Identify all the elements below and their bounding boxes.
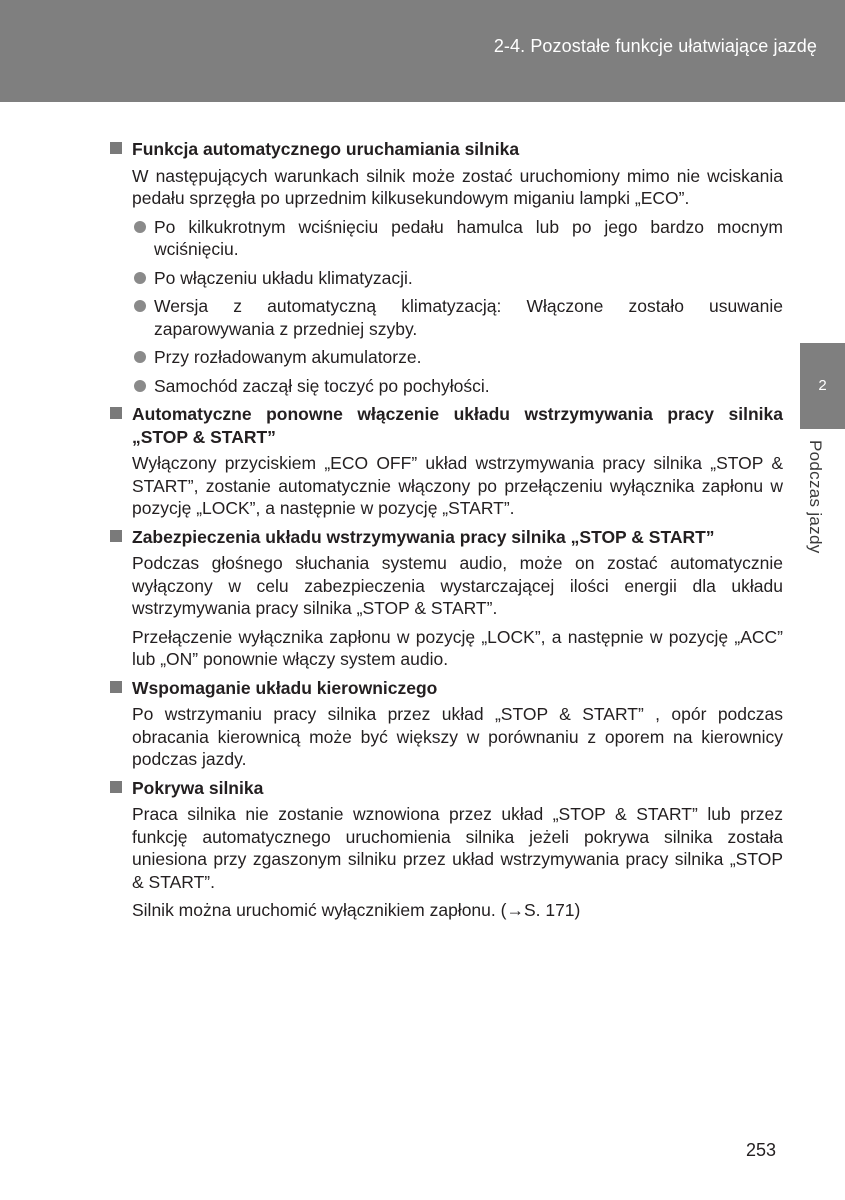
section-protection — [110, 526, 783, 671]
section-auto-start — [110, 138, 783, 397]
section-heading-text: Automatyczne ponowne włączenie układu wstrzymywania pracy silnika „STOP & START” — [132, 404, 783, 447]
square-bullet-icon — [110, 407, 122, 419]
list-item-text: Po kilkukrotnym wciśnięciu pedału hamulca lub po jego bardzo mocnym wciśnięciu. — [154, 216, 783, 259]
round-bullet-icon — [134, 300, 146, 312]
paragraph: Wyłączony przyciskiem „ECO OFF” układ wstrzymywania pracy silnika „STOP & START”, zostanie automatycznie włączony po przełączeniu wyłącznika zapłonu w pozycję „LOCK”, a następnie w pozycję „START”. — [132, 453, 783, 518]
list-item — [132, 267, 783, 290]
list-item — [132, 216, 783, 261]
paragraph: Podczas głośnego słuchania systemu audio, może on zostać automatycznie wyłączony w celu zabezpieczenia wystarczającej ilości energii dla układu wstrzymywania pracy silnika „STOP & START”. — [132, 553, 783, 618]
list-item-text: Po włączeniu układu klimatyzacji. — [154, 267, 413, 288]
round-bullet-icon — [134, 272, 146, 284]
section-heading-text: Pokrywa silnika — [132, 777, 264, 798]
chapter-number: 2 — [818, 377, 827, 394]
paragraph: Po wstrzymaniu pracy silnika przez układ „STOP & START” , opór podczas obracania kierownicą może być większy w porównaniu z oporem na kierownicy podczas jazdy. — [132, 704, 783, 769]
square-bullet-icon — [110, 681, 122, 693]
list-item-text: Samochód zaczął się toczyć po pochyłości. — [154, 375, 490, 396]
section-heading-text: Funkcja automatycznego uruchamiania silnika — [132, 139, 520, 159]
square-bullet-icon — [110, 781, 122, 793]
paragraph: Silnik można uruchomić wyłącznikiem zapłonu. (→S. 171) — [132, 900, 581, 920]
page-header — [0, 0, 845, 102]
square-bullet-icon — [110, 142, 122, 154]
section-heading — [110, 138, 783, 161]
list-item-text: Wersja z automatyczną klimatyzacją: Włączone zostało usuwanie zaparowywania z przedniej szyby. — [154, 296, 783, 339]
section-heading — [110, 526, 783, 549]
list-item — [132, 346, 783, 369]
section-heading — [110, 677, 783, 700]
paragraph: Przełączenie wyłącznika zapłonu w pozycję „LOCK”, a następnie w pozycję „ACC” lub „ON” ponownie włączy system audio. — [132, 626, 783, 669]
page-content — [110, 138, 783, 928]
paragraph: Praca silnika nie zostanie wznowiona przez układ „STOP & START” lub przez funkcję automatycznego uruchomienia silnika jeżeli pokrywa silnika została uniesiona przy zgaszonym silniku przez układ wstrzymywania pracy silnika „STOP & START”. — [132, 804, 783, 892]
round-bullet-icon — [134, 351, 146, 363]
section-heading-text: Wspomaganie układu kierowniczego — [132, 677, 438, 698]
list-item-text: Przy rozładowanym akumulatorze. — [154, 347, 422, 367]
section-hood — [110, 777, 783, 922]
chapter-tab-label: Podczas jazdy — [806, 440, 825, 554]
round-bullet-icon — [134, 380, 146, 392]
chapter-title: 2-4. Pozostałe funkcje ułatwiające jazdę — [493, 36, 817, 56]
page-number: 253 — [746, 1140, 777, 1160]
section-heading — [110, 777, 783, 800]
section-auto-reenable — [110, 403, 783, 520]
round-bullet-icon — [134, 221, 146, 233]
list-item — [132, 375, 783, 398]
list-item — [132, 295, 783, 340]
chapter-tab — [800, 343, 845, 429]
section-heading — [110, 403, 783, 448]
section-heading-text: Zabezpieczenia układu wstrzymywania pracy silnika „STOP & START” — [132, 526, 715, 547]
paragraph: W następujących warunkach silnik może zostać uruchomiony mimo nie wciskania pedału sprzęgła po uprzednim kilkusekundowym miganiu lampki „ECO”. — [132, 165, 783, 208]
square-bullet-icon — [110, 530, 122, 542]
section-steering — [110, 677, 783, 771]
